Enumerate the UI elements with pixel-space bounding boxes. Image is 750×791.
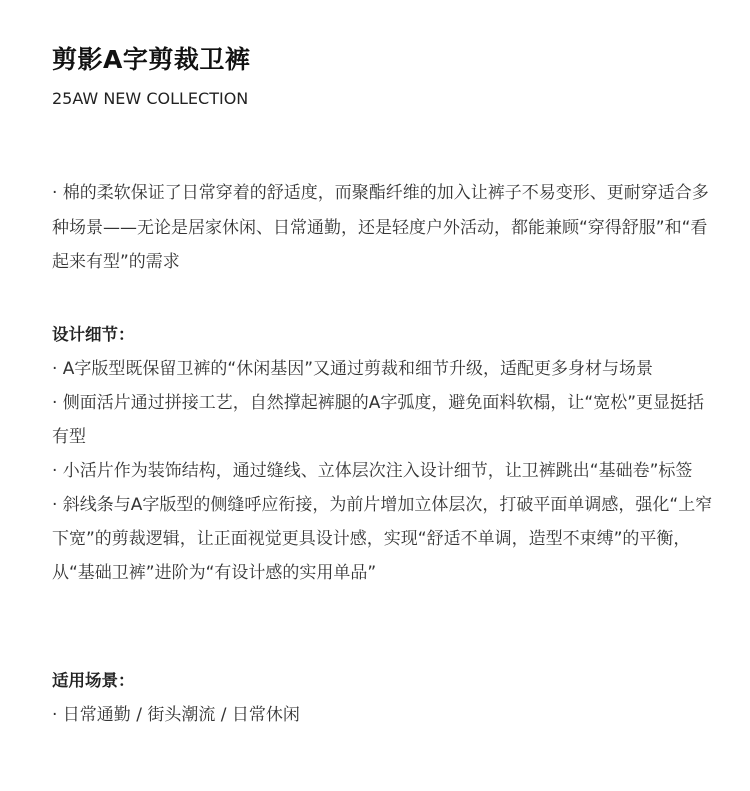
usage-scenes-heading: 适用场景：: [52, 671, 135, 690]
design-detail-item: · A字版型既保留卫裤的“休闲基因”又通过剪裁和细节升级，适配更多身材与场景: [52, 359, 654, 379]
design-details-heading: 设计细节：: [52, 325, 135, 344]
design-details-section: [52, 318, 720, 590]
design-detail-item: · 小活片作为装饰结构，通过缝线、立体层次注入设计细节，让卫裤跳出“基础卷”标签: [52, 461, 693, 481]
product-title: 剪影A字剪裁卫裤: [52, 45, 251, 74]
intro-paragraph: · 棉的柔软保证了日常穿着的舒适度，而聚酯纤维的加入让裤子不易变形、更耐穿适合多种场景——无论是居家休闲、日常通勤，还是轻度户外活动，都能兼顾“穿得舒服”和“看起来有型”的需求: [52, 183, 709, 272]
usage-scenes-section: [52, 664, 720, 732]
design-detail-item: · 斜线条与A字版型的侧缝呼应衔接，为前片增加立体层次，打破平面单调感，强化“上窄下宽”的剪裁逻辑，让正面视觉更具设计感，实现“舒适不单调，造型不束缚”的平衡，从“基础卫裤”进阶为“有设计感的实用单品”: [52, 495, 713, 583]
collection-subtitle: 25AW NEW COLLECTION: [52, 89, 249, 108]
design-detail-item: · 侧面活片通过拼接工艺，自然撑起裤腿的A字弧度，避免面料软榻，让“宽松”更显挺括有型: [52, 393, 705, 447]
usage-scene-item: · 日常通勤 / 街头潮流 / 日常休闲: [52, 705, 300, 725]
